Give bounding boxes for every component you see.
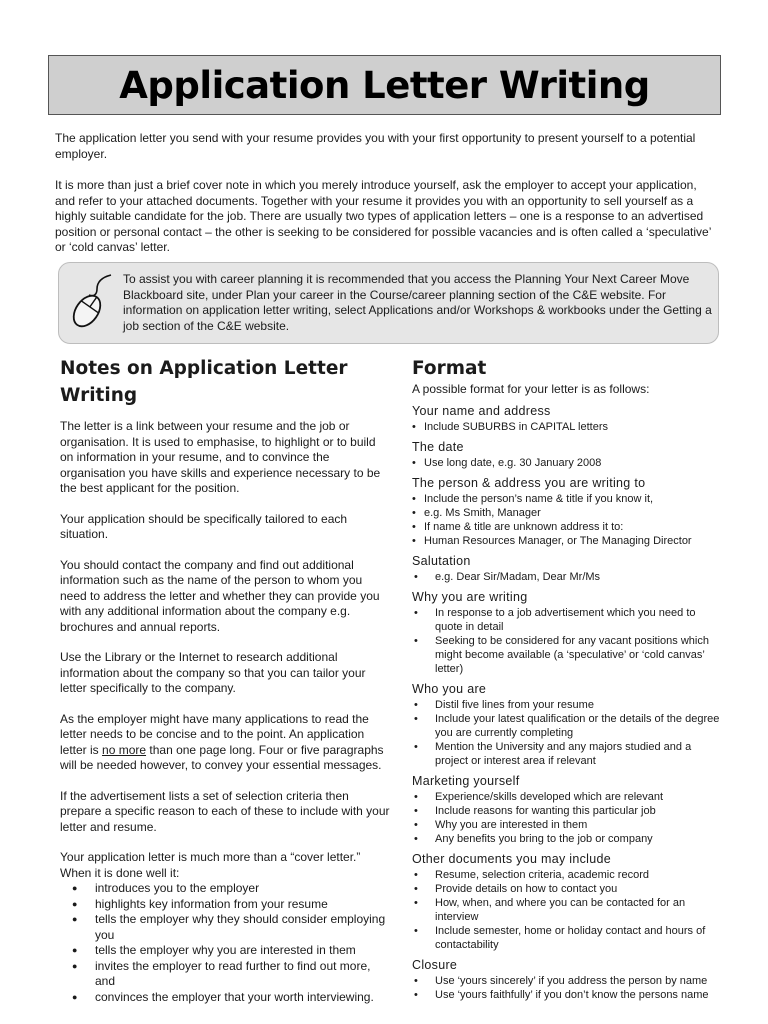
format-section-list (412, 492, 722, 548)
list-item: • Seeking to be considered for any vacant positions which might become available (a ‘speculative’ or ‘cold canvas’ letter) (412, 634, 722, 676)
list-item: • Provide details on how to contact you (412, 882, 722, 896)
list-item: • Any benefits you bring to the job or company (412, 832, 722, 846)
intro-paragraph-2: It is more than just a brief cover note in which you merely introduce yourself, ask the employer to accept your application, and refer to your attached documents. Together with your resume it provides you with an opportunity to sell yourself as a highly suitable candidate for the job. There are usually two types of application letters – one is a response to an advertised position or personal contact – the other is seeking to be considered for possible vacancies and is often called a ‘speculative’ or ‘cold canvas’ letter. (55, 178, 711, 254)
format-section-title: Closure (412, 957, 458, 972)
page-title: Application Letter Writing (119, 63, 650, 107)
format-section-list (412, 570, 722, 584)
format-section-list (412, 790, 722, 846)
list-item: • Resume, selection criteria, academic record (412, 868, 722, 882)
format-section-list (412, 606, 722, 676)
format-section-title: Salutation (412, 553, 471, 568)
list-item: • Distil five lines from your resume (412, 698, 722, 712)
list-item: • Include your latest qualification or the details of the degree you are currently completing (412, 712, 722, 740)
format-section-list (412, 698, 722, 768)
format-section-list (412, 456, 722, 470)
notes-paragraph: Your application should be specifically tailored to each situation. (60, 511, 348, 541)
list-item: ● introduces you to the employer (60, 881, 390, 897)
benefits-list (60, 881, 390, 1005)
format-section-title: The date (412, 439, 464, 454)
list-item: ● tells the employer why they should consider employing you (60, 912, 390, 943)
intro-paragraph-1: The application letter you send with your resume provides you with your first opportunity to present yourself to a potential employer. (55, 131, 696, 161)
format-section-title: Marketing yourself (412, 773, 520, 788)
list-item: • Include the person’s name & title if you know it, (412, 492, 722, 506)
list-item: • e.g. Ms Smith, Manager (412, 506, 722, 520)
format-section-list (412, 868, 722, 952)
format-section-list (412, 420, 722, 434)
format-column (412, 355, 722, 1002)
format-section-title: Who you are (412, 681, 487, 696)
list-item: • Use ‘yours faithfully’ if you don’t know the persons name (412, 988, 722, 1002)
computer-mouse-icon (67, 273, 113, 329)
list-item: ● invites the employer to read further to find out more, and (60, 959, 390, 990)
list-item: ● highlights key information from your resume (60, 897, 390, 913)
format-intro: A possible format for your letter is as follows: (412, 382, 650, 396)
career-info-box (58, 262, 719, 344)
list-item: • Include semester, home or holiday contact and hours of contactability (412, 924, 722, 952)
notes-paragraph: If the advertisement lists a set of selection criteria then prepare a specific reason to each of these to include with your letter and resume. (60, 788, 390, 834)
notes-column (60, 355, 390, 1005)
list-item: ● convinces the employer that your worth interviewing. (60, 990, 390, 1006)
list-item: • Mention the University and any majors studied and a project or interest area if relevant (412, 740, 722, 768)
list-item: • Experience/skills developed which are relevant (412, 790, 722, 804)
notes-paragraph: The letter is a link between your resume and the job or organisation. It is used to emphasise, to highlight or to build on information in your resume, and to convince the organisation you have skills and experience necessary to be the best applicant for the position. (60, 419, 381, 495)
career-info-text: To assist you with career planning it is recommended that you access the Planning Your Next Career Move Blackboard site, under Plan your career in the Course/career planning section of the C&E website. For information on application letter writing, select Applications and/or Workshops & workbooks under the Getting a job section of the C&E website. (123, 272, 712, 333)
title-banner (48, 55, 721, 115)
list-item: • e.g. Dear Sir/Madam, Dear Mr/Ms (412, 570, 722, 584)
format-section-title: Your name and address (412, 403, 551, 418)
notes-paragraph (60, 712, 390, 774)
notes-heading: Notes on Application Letter Writing (60, 358, 348, 406)
format-section-list (412, 974, 722, 1002)
list-item: • Include SUBURBS in CAPITAL letters (412, 420, 722, 434)
format-section-title: Other documents you may include (412, 851, 611, 866)
format-heading: Format (412, 358, 487, 379)
notes-text: than one page long. Four or five paragraphs will be needed however, to convey your essential messages. (60, 742, 384, 772)
list-item: • Use long date, e.g. 30 January 2008 (412, 456, 722, 470)
list-item: • Why you are interested in them (412, 818, 722, 832)
format-section-title: Why you are writing (412, 589, 528, 604)
list-item: • How, when, and where you can be contacted for an interview (412, 896, 722, 924)
notes-paragraph: Use the Library or the Internet to research additional information about the company so that you can tailor your letter specifically to the company. (60, 650, 366, 695)
list-item: • Human Resources Manager, or The Managing Director (412, 534, 722, 548)
list-item: ● tells the employer why you are interested in them (60, 943, 390, 959)
format-section-title: The person & address you are writing to (412, 475, 646, 490)
list-item: • If name & title are unknown address it to: (412, 520, 722, 534)
notes-text: As the employer might have many applications to read the letter needs to be concise and to the point. An application letter is (60, 711, 369, 757)
notes-paragraph: Your application letter is much more than a “cover letter.” When it is done well it: (60, 850, 361, 880)
format-sections (412, 404, 722, 1002)
list-item: • In response to a job advertisement which you need to quote in detail (412, 606, 722, 634)
list-item: • Include reasons for wanting this particular job (412, 804, 722, 818)
notes-emphasis: no more (102, 742, 147, 757)
list-item: • Use ‘yours sincerely’ if you address the person by name (412, 974, 722, 988)
notes-paragraph: You should contact the company and find out additional information such as the name of the person to whom you need to address the letter and whether they can provide you with any additional information about the company e.g. brochures and annual reports. (60, 557, 380, 634)
